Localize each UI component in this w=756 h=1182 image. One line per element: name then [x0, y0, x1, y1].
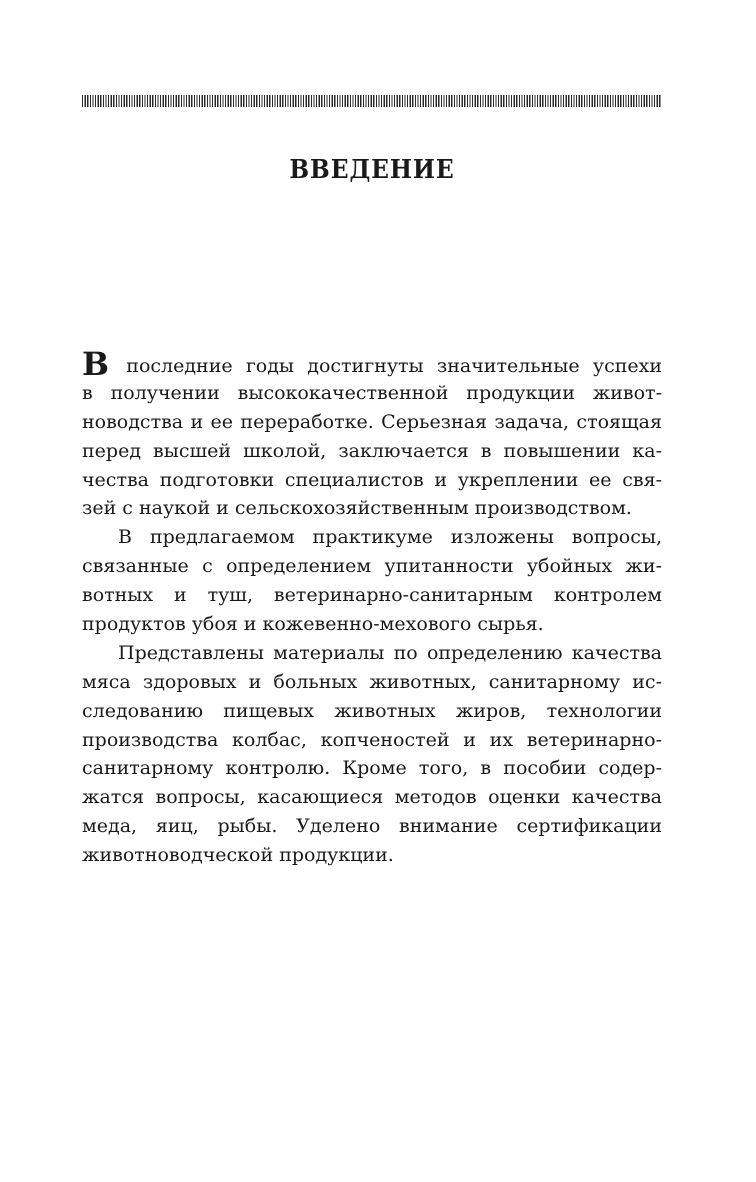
text-line: жатся вопросы, касающиеся методов оценки качества: [82, 786, 662, 809]
text-line: меда, яиц, рыбы. Уделено внимание сертификации: [82, 815, 662, 838]
text-line: вотных и туш, ветеринарно-санитарным контролем: [82, 584, 662, 607]
text-line: Представлены материалы по определению качества: [118, 641, 662, 664]
drop-cap: В: [82, 345, 110, 383]
text-line: санитарному контролю. Кроме того, в пособии содер-: [82, 757, 662, 780]
text-line: животноводческой продукции.: [82, 844, 394, 867]
text-line: в получении высококачественной продукции живот-: [82, 381, 662, 404]
page-title: ВВЕДЕНИЕ: [289, 155, 455, 185]
text-line: мяса здоровых и больных животных, санитарному ис-: [82, 670, 662, 693]
body-text: [82, 345, 662, 870]
text-line: новодства и ее переработке. Серьезная задача, стоящая: [82, 410, 662, 433]
text-line: связанные с определением упитанности убойных жи-: [82, 555, 662, 578]
text-line: производства колбас, копченостей и их ветеринарно-: [82, 728, 662, 751]
text-line: В последние годы достигнуты значительные успехи: [82, 345, 662, 383]
decorative-hatched-rule: [82, 95, 662, 107]
text-line: следованию пищевых животных жиров, технологии: [82, 699, 662, 722]
text-line: зей с наукой и сельскохозяйственным производством.: [82, 497, 632, 520]
text-line: продуктов убоя и кожевенно-мехового сырья.: [82, 613, 544, 636]
text-line: перед высшей школой, заключается в повышении ка-: [82, 439, 662, 462]
text-line: В предлагаемом практикуме изложены вопросы,: [118, 526, 662, 549]
text-line: чества подготовки специалистов и укреплении ее свя-: [82, 468, 662, 491]
